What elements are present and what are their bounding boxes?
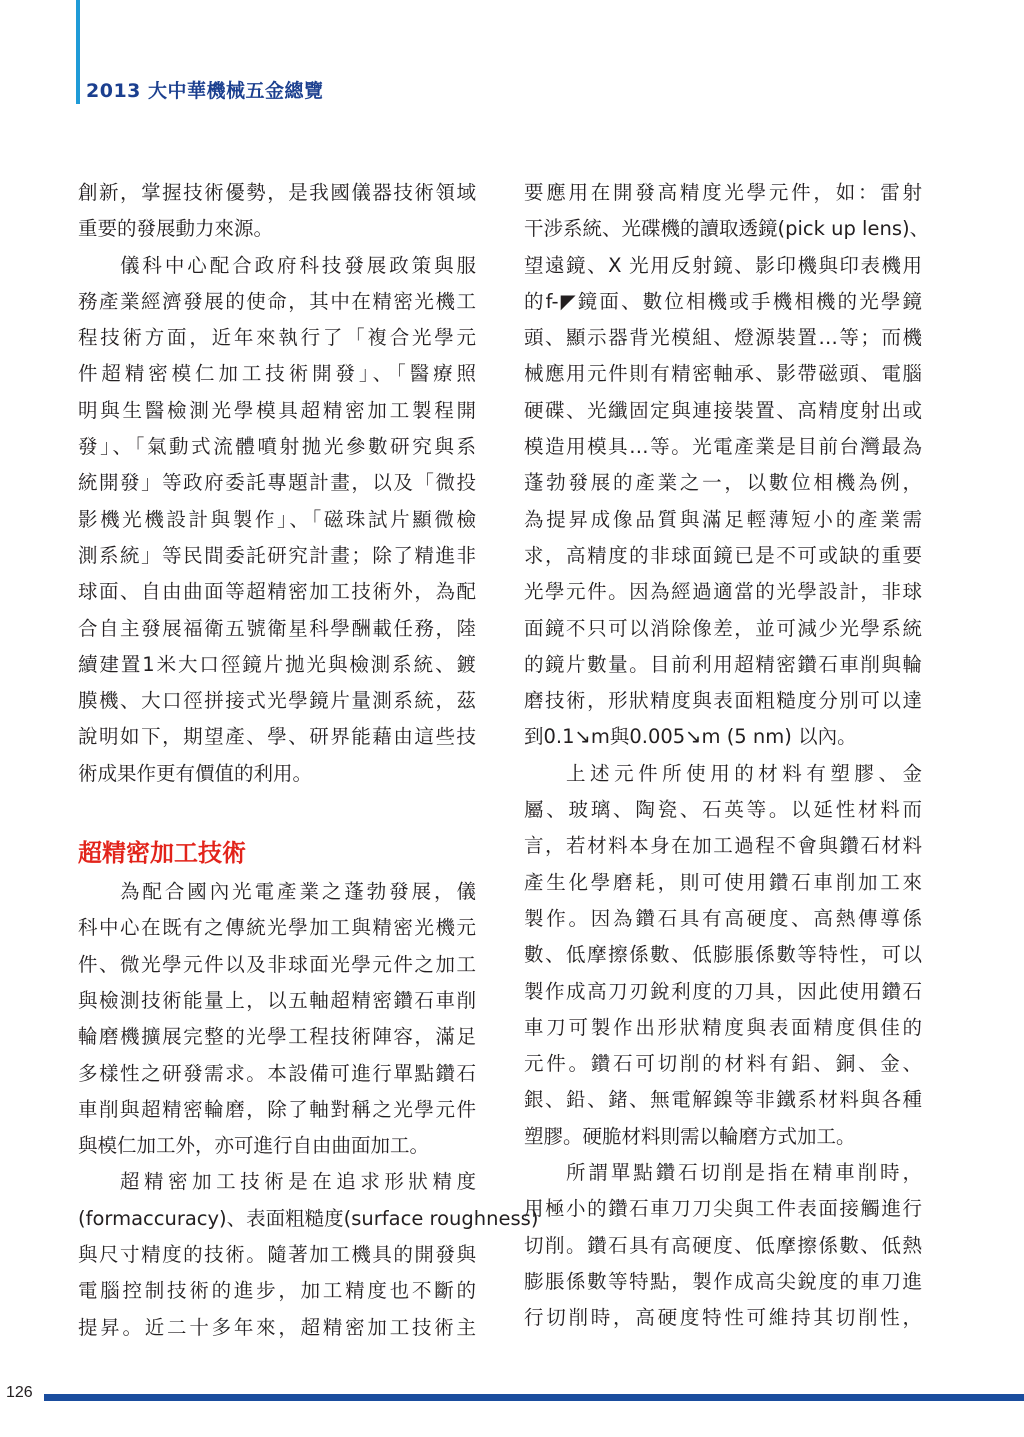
- text-line: 術成果作更有價值的利用。: [78, 761, 313, 785]
- paragraph: [78, 874, 476, 1164]
- text-line: 與模仁加工外，亦可進行自由曲面加工。: [78, 1134, 430, 1158]
- text-line: 件、微光學元件以及非球面光學元件之加工: [78, 952, 476, 976]
- text-line: 光學元件。因為經過適當的光學設計，非球: [524, 580, 922, 604]
- text-line: 到0.1↘m與0.005↘m (5 nm) 以內。: [524, 725, 857, 749]
- text-line: 膜機、大口徑拼接式光學鏡片量測系統，茲: [78, 689, 476, 713]
- text-line: 影機光機設計與製作」、「磁珠試片顯微檢: [78, 507, 476, 531]
- page-number: 126: [6, 1384, 33, 1401]
- text-line: (formaccuracy)、表面粗糙度(surface roughness): [78, 1206, 539, 1230]
- text-line: 塑膠。硬脆材料則需以輪磨方式加工。: [524, 1124, 856, 1148]
- text-line: 為配合國內光電產業之蓬勃發展，儀: [120, 880, 476, 904]
- text-line: 件超精密模仁加工技術開發」、「醫療照: [78, 362, 476, 386]
- text-line: 干涉系統、光碟機的讀取透鏡(pick up lens)、: [524, 217, 930, 241]
- header-accent-bar: [76, 0, 80, 104]
- text-line: 與尺寸精度的技術。隨著加工機具的開發與: [78, 1243, 476, 1267]
- text-line: 製作成高刀刃銳利度的刀具，因此使用鑽石: [524, 979, 922, 1003]
- text-line: 蓬勃發展的產業之一，以數位相機為例，: [524, 471, 922, 495]
- text-line: 測系統」等民間委託研究計畫；除了精進非: [78, 543, 476, 567]
- text-line: 數、低摩擦係數、低膨脹係數等特性，可以: [524, 943, 922, 967]
- text-line: 械應用元件則有精密軸承、影帶磁頭、電腦: [524, 362, 922, 386]
- text-line: 明與生醫檢測光學模具超精密加工製程開: [78, 398, 476, 422]
- section-heading: 超精密加工技術: [78, 839, 246, 868]
- text-line: 科中心在既有之傳統光學加工與精密光機元: [78, 916, 476, 940]
- text-line: 球面、自由曲面等超精密加工技術外，為配: [78, 580, 476, 604]
- paragraph: [524, 1155, 922, 1336]
- text-line: 行切削時，高硬度特性可維持其切削性，: [524, 1306, 922, 1330]
- text-line: 銀、鉛、鍺、無電解鎳等非鐵系材料與各種: [524, 1088, 922, 1112]
- text-line: 輪磨機擴展完整的光學工程技術陣容，滿足: [78, 1025, 476, 1049]
- text-line: 電腦控制技術的進步，加工精度也不斷的: [78, 1279, 476, 1303]
- text-line: 用極小的鑽石車刀刀尖與工件表面接觸進行: [524, 1197, 922, 1221]
- text-line: 面鏡不只可以消除像差，並可減少光學系統: [524, 616, 922, 640]
- text-line: 程技術方面，近年來執行了「複合光學元: [78, 326, 476, 350]
- text-line: 屬、玻璃、陶瓷、石英等。以延性材料而: [524, 798, 922, 822]
- paragraph: [78, 248, 476, 792]
- text-line: 求，高精度的非球面鏡已是不可或缺的重要: [524, 543, 922, 567]
- text-line: 統開發」等政府委託專題計畫，以及「微投: [78, 471, 476, 495]
- text-line: 元件。鑽石可切削的材料有鋁、銅、金、: [524, 1052, 922, 1076]
- text-line: 儀科中心配合政府科技發展政策與服: [120, 253, 476, 277]
- text-line: 頭、顯示器背光模組、燈源裝置…等；而機: [524, 326, 922, 350]
- text-line: 膨脹係數等特點，製作成高尖銳度的車刀進: [524, 1269, 922, 1293]
- paragraph: [78, 1164, 539, 1345]
- text-line: 創新，掌握技術優勢，是我國儀器技術領域: [78, 181, 476, 204]
- text-line: 說明如下，期望產、學、研界能藉由這些技: [78, 725, 476, 749]
- footer-bar: [44, 1394, 1024, 1401]
- text-line: 為提昇成像品質與滿足輕薄短小的產業需: [524, 507, 922, 531]
- page-header-title: 2013 大中華機械五金總覽: [86, 80, 324, 102]
- text-line: 製作。因為鑽石具有高硬度、高熱傳導係: [524, 906, 922, 930]
- text-line: 車削與超精密輪磨，除了軸對稱之光學元件: [78, 1097, 476, 1121]
- text-line: 要應用在開發高精度光學元件，如：雷射: [524, 181, 922, 204]
- left-column: [78, 175, 539, 1346]
- paragraph: [78, 175, 476, 248]
- paragraph: [524, 756, 922, 1155]
- text-line: 望遠鏡、X 光用反射鏡、影印機與印表機用: [524, 253, 922, 277]
- text-line: 所謂單點鑽石切削是指在精車削時，: [566, 1161, 922, 1185]
- text-line: 多樣性之研發需求。本設備可進行單點鑽石: [78, 1061, 476, 1085]
- text-line: 的f-◤鏡面、數位相機或手機相機的光學鏡: [524, 289, 922, 313]
- text-line: 言，若材料本身在加工過程不會與鑽石材料: [524, 834, 922, 858]
- text-line: 硬碟、光纖固定與連接裝置、高精度射出或: [524, 398, 922, 422]
- text-line: 與檢測技術能量上，以五軸超精密鑽石車削: [78, 988, 476, 1012]
- text-line: 續建置1米大口徑鏡片拋光與檢測系統、鍍: [78, 652, 476, 676]
- text-line: 上述元件所使用的材料有塑膠、金: [566, 761, 922, 785]
- paragraph: [524, 175, 930, 756]
- text-line: 模造用模具…等。光電產業是目前台灣最為: [524, 435, 922, 459]
- text-line: 超精密加工技術是在追求形狀精度: [120, 1170, 476, 1194]
- text-line: 磨技術，形狀精度與表面粗糙度分別可以達: [524, 689, 922, 713]
- text-line: 重要的發展動力來源。: [78, 217, 274, 241]
- right-column: [524, 175, 930, 1337]
- text-line: 發」、「氣動式流體噴射拋光參數研究與系: [78, 435, 476, 459]
- text-line: 車刀可製作出形狀精度與表面精度俱佳的: [524, 1015, 922, 1039]
- text-line: 的鏡片數量。目前利用超精密鑽石車削與輪: [524, 652, 922, 676]
- text-line: 提昇。近二十多年來，超精密加工技術主: [78, 1315, 476, 1339]
- text-line: 產生化學磨耗，則可使用鑽石車削加工來: [524, 870, 922, 894]
- text-line: 務產業經濟發展的使命，其中在精密光機工: [78, 289, 476, 313]
- text-line: 切削。鑽石具有高硬度、低摩擦係數、低熱: [524, 1233, 922, 1257]
- text-line: 合自主發展福衛五號衛星科學酬載任務，陸: [78, 616, 476, 640]
